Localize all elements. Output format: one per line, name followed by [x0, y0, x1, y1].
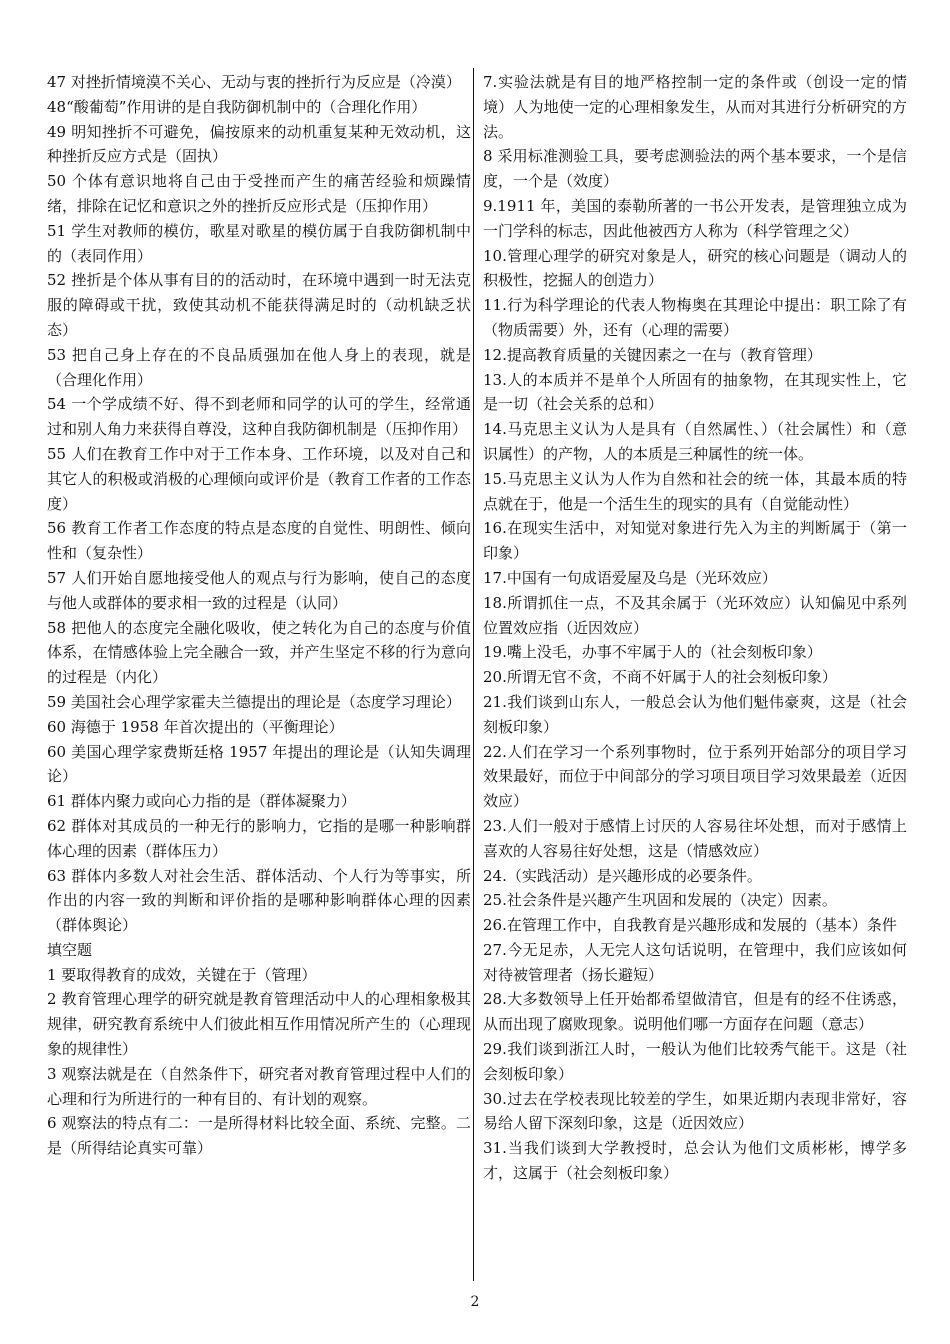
list-item: 7.实验法就是有目的地严格控制一定的条件或（创设一定的情境）人为地使一定的心理相象发生，从而对其进行分析研究的方法。: [483, 73, 907, 141]
list-item: 52 挫折是个体从事有目的的活动时，在环境中遇到一时无法克服的障碍或干扰，致使其动机不能获得满足时的（动机缺乏状态）: [47, 271, 471, 339]
list-item: 63 群体内多数人对社会生活、群体活动、个人行为等事实，所作出的内容一致的判断和评价指的是哪种影响群体心理的因素（群体舆论）: [47, 866, 471, 935]
list-item: 13.人的本质并不是单个人所固有的抽象物，在其现实性上，它是一切（社会关系的总和）: [483, 370, 907, 414]
list-item: 48“酸葡萄”作用讲的是自我防御机制中的（合理化作用）: [47, 97, 427, 116]
list-item: 12.提高教育质量的关键因素之一在与（教育管理）: [483, 345, 822, 364]
list-item: 54 一个学成绩不好、得不到老师和同学的认可的学生，经常通过和别人角力来获得自尊没，这种自我防御机制是（压抑作用）: [47, 395, 471, 439]
list-item: 11.行为科学理论的代表人物梅奥在其理论中提出：职工除了有（物质需要）外，还有（心理的需要）: [483, 296, 907, 339]
list-item: 25.社会条件是兴趣产生巩固和发展的（决定）因素。: [483, 891, 837, 910]
list-item: 28.大多数领导上任开始都希望做清官，但是有的经不住诱惑，从而出现了腐败现象。说明他们哪一方面存在问题（意志）: [483, 990, 907, 1034]
list-item: 20.所谓无官不贪，不商不奸属于人的社会刻板印象）: [483, 668, 837, 687]
list-item: 58 把他人的态度完全融化吸收，使之转化为自己的态度与价值体系，在情感体验上完全融合一致，并产生坚定不移的行为意向的过程是（内化）: [47, 618, 471, 687]
list-item: 1 要取得教育的成效，关键在于（管理）: [47, 965, 317, 984]
list-item: 47 对挫折情境漠不关心、无动与衷的挫折行为反应是（冷漠）: [47, 73, 461, 91]
list-item: 57 人们开始自愿地接受他人的观点与行为影响，使自己的态度与他人或群体的要求相一致的过程是（认同）: [47, 568, 471, 612]
list-item: 10.管理心理学的研究对象是人，研究的核心问题是（调动人的积极性，挖掘人的创造力）: [483, 246, 907, 290]
list-item: 30.过去在学校表现比较差的学生，如果近期内表现非常好，容易给人留下深刻印象，这是（近因效应）: [483, 1089, 907, 1133]
list-item: 6 观察法的特点有二：一是所得材料比较全面、系统、完整。二是（所得结论真实可靠）: [47, 1114, 471, 1158]
list-item: 16.在现实生活中，对知觉对象进行先入为主的判断属于（第一印象）: [483, 519, 907, 563]
column-divider: [473, 68, 474, 1281]
list-item: 56 教育工作者工作态度的特点是态度的自觉性、明朗性、倾向性和（复杂性）: [47, 519, 471, 563]
list-item: 15.马克思主义认为人作为自然和社会的统一体，其最本质的特点就在于，他是一个活生生的现实的具有（自觉能动性）: [483, 469, 907, 513]
list-item: 22.人们在学习一个系列事物时，位于系列开始部分的项目学习效果最好，而位于中间部分的学习项目项目学习效果最差（近因效应）: [483, 742, 907, 811]
list-item: 18.所谓抓住一点，不及其余属于（光环效应）认知偏见中系列位置效应指（近因效应）: [483, 593, 907, 637]
list-item: 23.人们一般对于感情上讨厌的人容易往坏处想，而对于感情上喜欢的人容易往好处想，这是（情感效应）: [483, 816, 907, 860]
page-number: 2: [470, 1294, 480, 1310]
list-item: 55 人们在教育工作中对于工作本身、工作环境，以及对自己和其它人的积极或消极的心理倾向或评价是（教育工作者的工作态度）: [47, 444, 471, 513]
list-item: 50 个体有意识地将自己由于受挫而产生的痛苦经验和烦躁情绪，排除在记忆和意识之外的挫折反应形式是（压抑作用）: [47, 172, 471, 215]
list-item: 17.中国有一句成语爱屋及乌是（光环效应）: [483, 568, 777, 587]
list-item: 61 群体内聚力或向心力指的是（群体凝聚力）: [47, 792, 356, 811]
list-item: 26.在管理工作中，自我教育是兴趣形成和发展的（基本）条件: [483, 916, 897, 935]
section-heading: 填空题: [47, 940, 93, 959]
list-item: 62 群体对其成员的一种无行的影响力，它指的是哪一种影响群体心理的因素（群体压力）: [47, 816, 471, 860]
list-item: 8 采用标准测验工具，要考虑测验法的两个基本要求，一个是信度，一个是（效度）: [483, 147, 907, 191]
list-item: 60 海德于 1958 年首次提出的（平衡理论）: [47, 717, 344, 736]
list-item: 49 明知挫折不可避免，偏按原来的动机重复某种无效动机，这种挫折反应方式是（固执）: [47, 122, 471, 166]
list-item: 21.我们谈到山东人，一般总会认为他们魁伟豪爽，这是（社会刻板印象）: [483, 692, 907, 736]
list-item: 27.今无足赤，人无完人这句话说明，在管理中，我们应该如何对待被管理者（扬长避短）: [483, 940, 907, 984]
list-item: 29.我们谈到浙江人时，一般认为他们比较秀气能干。这是（社会刻板印象）: [483, 1040, 907, 1083]
list-item: 31.当我们谈到大学教授时，总会认为他们文质彬彬，博学多才，这属于（社会刻板印象）: [483, 1139, 907, 1183]
list-item: 19.嘴上没毛，办事不牢属于人的（社会刻板印象）: [483, 643, 822, 662]
list-item: 59 美国社会心理学家霍夫兰德提出的理论是（态度学习理论）: [47, 692, 461, 711]
list-item: 3 观察法就是在（自然条件下，研究者对教育管理过程中人们的心理和行为所进行的一种有目的、有计划的观察。: [47, 1064, 471, 1108]
list-item: 53 把自己身上存在的不良品质强加在他人身上的表现，就是（合理化作用）: [47, 345, 471, 389]
list-item: 51 学生对教师的模仿，歌星对歌星的模仿属于自我防御机制中的（表同作用）: [47, 221, 471, 265]
list-item: 9.1911 年，美国的泰勒所著的一书公开发表，是管理独立成为一门学科的标志，因此他被西方人称为（科学管理之父）: [483, 196, 907, 240]
list-item: 14.马克思主义认为人是具有（自然属性、）（社会属性）和（意识属性）的产物，人的本质是三种属性的统一体。: [483, 420, 907, 463]
list-item: 60 美国心理学家费斯廷格 1957 年提出的理论是（认知失调理论）: [47, 742, 471, 786]
list-item: 24.（实践活动）是兴趣形成的必要条件。: [483, 866, 762, 885]
right-column: [483, 70, 907, 1186]
list-item: 2 教育管理心理学的研究就是教育管理活动中人的心理相象极其规律，研究教育系统中人们彼此相互作用情况所产生的（心理现象的规律性）: [47, 990, 471, 1059]
left-column: [47, 70, 471, 1161]
